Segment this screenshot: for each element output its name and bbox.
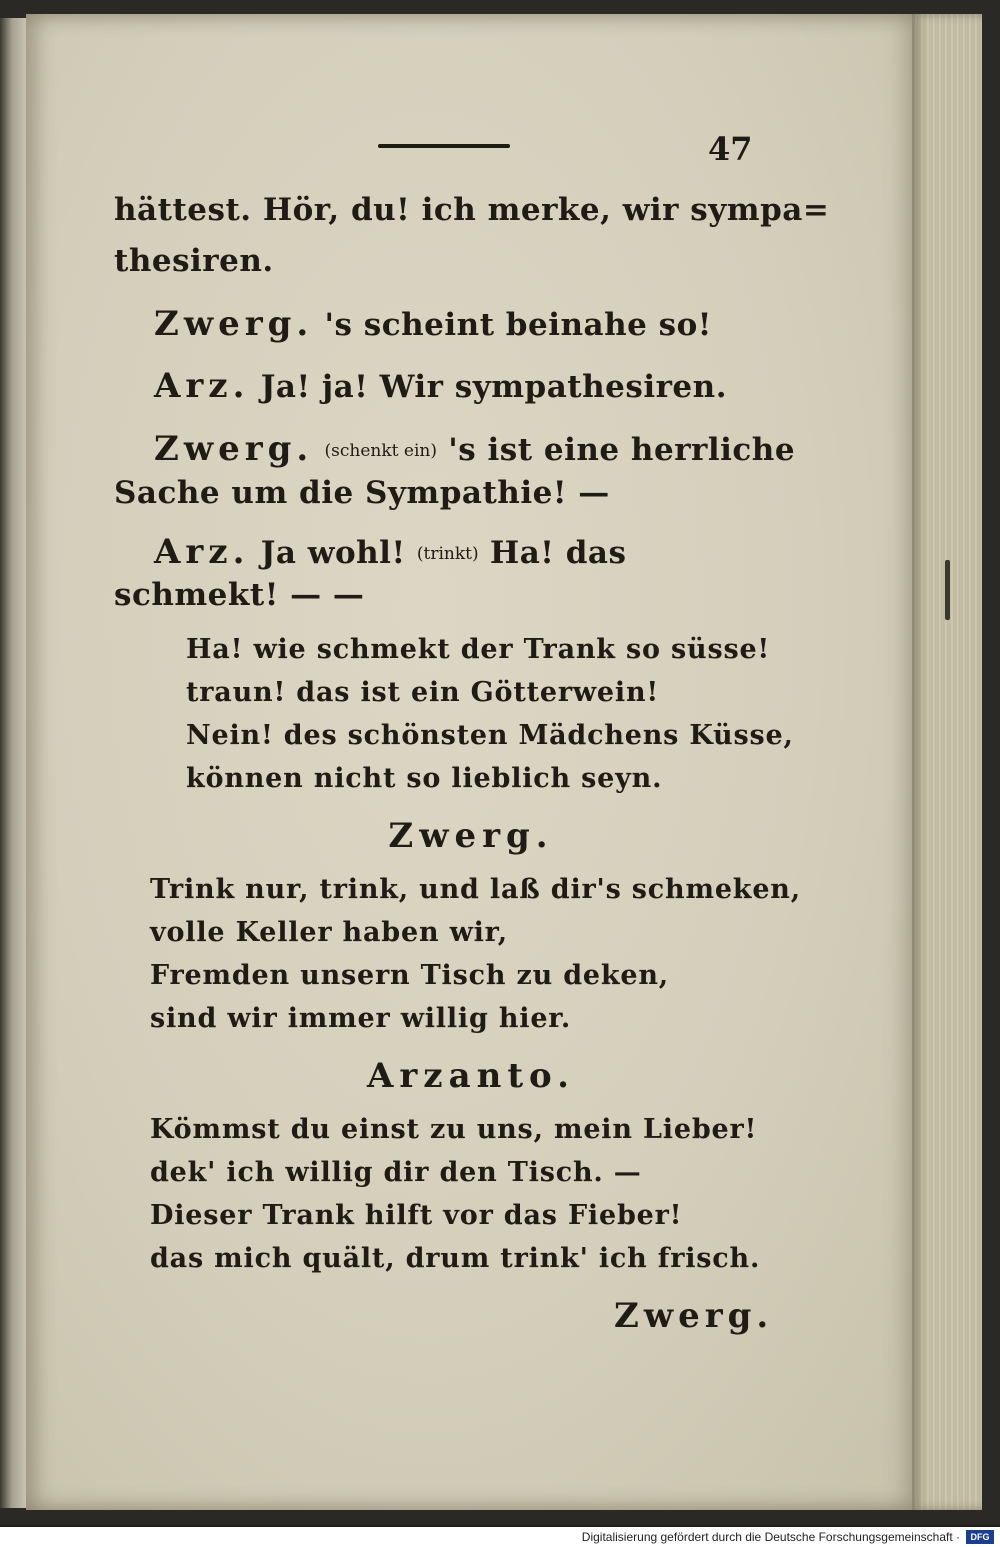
stage-direction: (trinkt)	[416, 544, 479, 564]
dialogue-line-arz-1	[154, 366, 727, 406]
page-stack-edge	[912, 14, 982, 1510]
prose-line-1: hättest. Hör, du! ich merke, wir sympa=	[114, 192, 830, 228]
footer-bar	[0, 1527, 1000, 1547]
footer-credit: Digitalisierung gefördert durch die Deutsche Forschungsgemeinschaft ·	[581, 1530, 960, 1544]
speaker-name: Zwerg.	[154, 429, 314, 469]
verse-line: dek' ich willig dir den Tisch. —	[150, 1157, 642, 1188]
speaker-name: Arz.	[154, 532, 250, 572]
page-number: 47	[708, 130, 753, 168]
verse-line: sind wir immer willig hier.	[150, 1003, 572, 1034]
verse-line: Fremden unsern Tisch zu deken,	[150, 960, 670, 991]
verse-line: traun! das ist ein Götterwein!	[186, 677, 660, 708]
verse-line: volle Keller haben wir,	[150, 917, 508, 948]
speaker-name: Arz.	[154, 366, 250, 406]
dialogue-text: 's scheint beinahe so!	[324, 307, 712, 343]
book-page	[26, 14, 916, 1510]
dialogue-text: Ja wohl!	[260, 535, 406, 571]
dialogue-line-arz-2	[154, 532, 626, 572]
verse-line: Trink nur, trink, und laß dir's schmeken,	[150, 874, 801, 905]
dialogue-text: 's ist eine herrliche	[448, 432, 796, 468]
header-rule	[378, 144, 510, 148]
verse-line: Ha! wie schmekt der Trank so süsse!	[186, 634, 771, 665]
prose-line-2: thesiren.	[114, 243, 274, 279]
prose-line-6: Sache um die Sympathie! —	[114, 475, 610, 511]
dialogue-line-zwerg-1	[154, 304, 712, 344]
stage-direction: (schenkt ein)	[324, 441, 437, 461]
dialogue-line-zwerg-2	[154, 429, 795, 469]
verse-line: Nein! des schönsten Mädchens Küsse,	[186, 720, 794, 751]
speaker-heading-arzanto: Arzanto.	[367, 1056, 575, 1096]
verse-line: Dieser Trank hilft vor das Fieber!	[150, 1200, 683, 1231]
catchword: Zwerg.	[614, 1296, 774, 1336]
left-page-edge	[0, 18, 26, 1508]
dialogue-text: Ha! das	[489, 535, 627, 571]
verse-line: Kömmst du einst zu uns, mein Lieber!	[150, 1114, 758, 1145]
verse-line: das mich quält, drum trink' ich frisch.	[150, 1243, 761, 1274]
page-marker	[945, 560, 950, 620]
verse-line: können nicht so lieblich seyn.	[186, 763, 663, 794]
dialogue-text: Ja! ja! Wir sympathesiren.	[260, 369, 727, 405]
prose-line-8: schmekt! — —	[114, 577, 365, 613]
speaker-name: Zwerg.	[154, 304, 314, 344]
speaker-heading-zwerg: Zwerg.	[388, 816, 554, 856]
dfg-logo: DFG	[966, 1530, 994, 1544]
